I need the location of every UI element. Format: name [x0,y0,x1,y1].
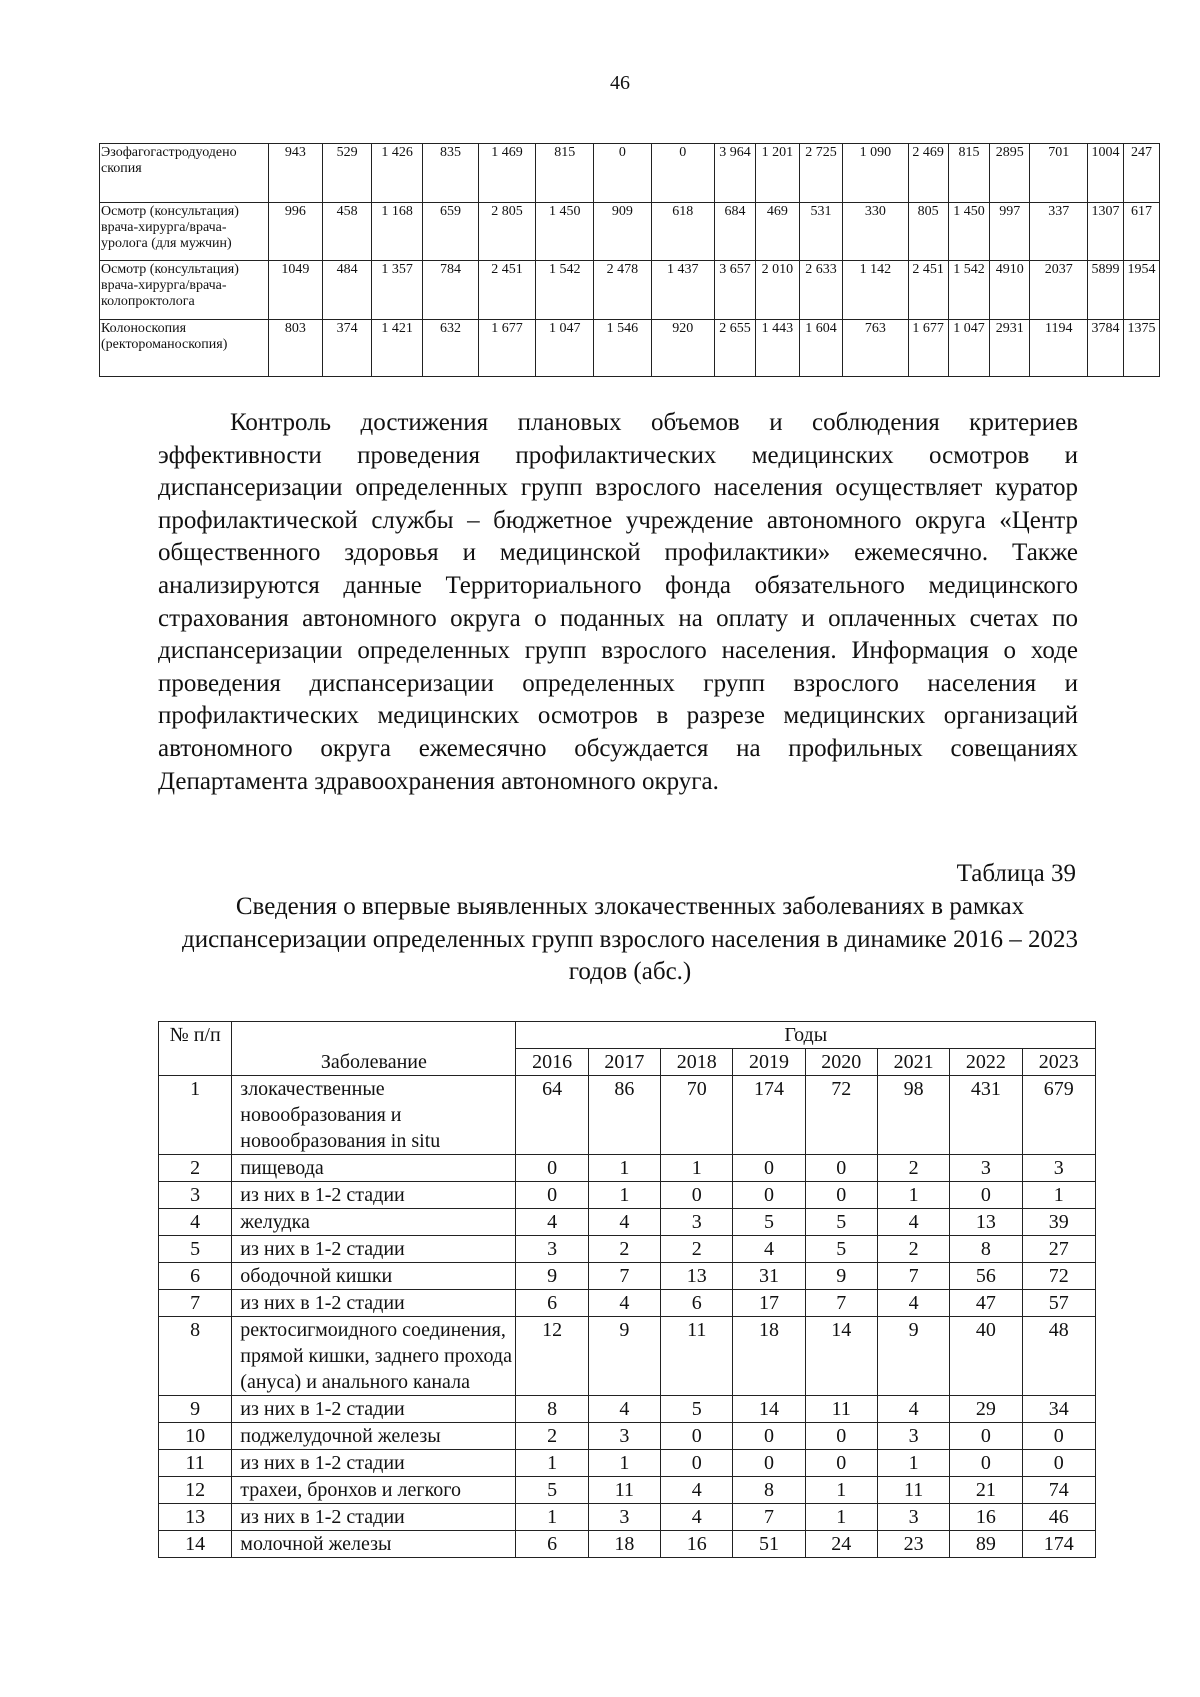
procedure-value: 529 [323,144,372,203]
case-count: 7 [805,1290,877,1317]
year-header: 2019 [733,1049,805,1076]
case-count: 0 [516,1182,588,1209]
table-row [159,1317,1096,1396]
case-count: 2 [588,1236,660,1263]
table-row [100,144,1160,203]
case-count: 0 [661,1182,733,1209]
case-count: 1 [661,1155,733,1182]
procedure-value: 484 [323,261,372,320]
procedure-value: 374 [323,320,372,377]
row-number: 8 [159,1317,232,1396]
procedure-value: 617 [1123,203,1159,261]
disease-name: ободочной кишки [232,1263,516,1290]
disease-name: из них в 1-2 стадии [232,1182,516,1209]
case-count: 9 [805,1263,877,1290]
case-count: 1 [516,1450,588,1477]
procedure-value: 247 [1123,144,1159,203]
case-count: 0 [733,1182,805,1209]
procedure-name: Осмотр (консультация) врача-хирурга/врача-колопроктолога [100,261,269,320]
case-count: 5 [661,1396,733,1423]
table-row [159,1182,1096,1209]
case-count: 70 [661,1076,733,1155]
case-count: 0 [733,1155,805,1182]
procedure-value: 909 [594,203,652,261]
disease-name: из них в 1-2 стадии [232,1290,516,1317]
procedure-value: 1307 [1088,203,1124,261]
case-count: 0 [516,1155,588,1182]
case-count: 679 [1022,1076,1095,1155]
case-count: 4 [877,1290,949,1317]
table-row [100,261,1160,320]
disease-name: пищевода [232,1155,516,1182]
case-count: 7 [877,1263,949,1290]
case-count: 16 [950,1504,1022,1531]
case-count: 8 [516,1396,588,1423]
procedure-name: Эзофагогастродуодено скопия [100,144,269,203]
procedure-value: 803 [268,320,322,377]
procedure-value: 2 451 [908,261,948,320]
row-number: 13 [159,1504,232,1531]
case-count: 4 [877,1396,949,1423]
procedure-value: 815 [948,144,989,203]
case-count: 39 [1022,1209,1095,1236]
page-number: 46 [610,72,630,94]
row-number: 5 [159,1236,232,1263]
procedure-value: 0 [651,144,714,203]
year-header: 2021 [877,1049,949,1076]
procedure-value: 1375 [1123,320,1159,377]
case-count: 5 [805,1209,877,1236]
procedure-value: 1 047 [948,320,989,377]
procedure-value: 1 090 [843,144,908,203]
case-count: 3 [877,1423,949,1450]
procedure-value: 1 201 [756,144,800,203]
disease-name: из них в 1-2 стадии [232,1236,516,1263]
case-count: 7 [733,1504,805,1531]
table-title: Сведения о впервые выявленных злокачественных заболеваниях в рамках диспансеризации определенных групп взрослого населения в динамике 2016 – 2023 годов (абс.) [181,893,1079,986]
procedure-value: 1 677 [908,320,948,377]
table-row [100,203,1160,261]
procedure-value: 784 [423,261,479,320]
case-count: 8 [950,1236,1022,1263]
malignancy-table [158,1021,1096,1558]
disease-name: из них в 1-2 стадии [232,1396,516,1423]
case-count: 1 [588,1182,660,1209]
case-count: 72 [805,1076,877,1155]
table-row [100,320,1160,377]
procedure-value: 2 633 [799,261,843,320]
case-count: 9 [588,1317,660,1396]
case-count: 0 [1022,1450,1095,1477]
case-count: 34 [1022,1396,1095,1423]
case-count: 174 [1022,1531,1095,1558]
case-count: 4 [516,1209,588,1236]
disease-name: из них в 1-2 стадии [232,1450,516,1477]
col-header-num: № п/п [159,1022,232,1076]
case-count: 89 [950,1531,1022,1558]
procedures-table [99,143,1160,377]
table-row [159,1531,1096,1558]
procedure-value: 1 443 [756,320,800,377]
table-number: Таблица 39 [956,860,1076,887]
case-count: 4 [661,1504,733,1531]
case-count: 174 [733,1076,805,1155]
case-count: 1 [1022,1182,1095,1209]
procedure-value: 4910 [990,261,1030,320]
case-count: 9 [877,1317,949,1396]
case-count: 0 [805,1450,877,1477]
case-count: 21 [950,1477,1022,1504]
procedure-value: 1 047 [536,320,594,377]
case-count: 0 [950,1450,1022,1477]
case-count: 11 [588,1477,660,1504]
procedure-value: 1194 [1030,320,1088,377]
case-count: 47 [950,1290,1022,1317]
procedure-value: 2 010 [756,261,800,320]
case-count: 8 [733,1477,805,1504]
case-count: 2 [516,1423,588,1450]
case-count: 3 [1022,1155,1095,1182]
case-count: 5 [805,1236,877,1263]
procedure-value: 618 [651,203,714,261]
row-number: 9 [159,1396,232,1423]
case-count: 9 [516,1263,588,1290]
procedure-value: 763 [843,320,908,377]
procedure-value: 1 677 [478,320,536,377]
procedure-value: 1 168 [372,203,423,261]
procedure-value: 1004 [1088,144,1124,203]
year-header: 2023 [1022,1049,1095,1076]
procedure-value: 1 542 [536,261,594,320]
case-count: 3 [661,1209,733,1236]
procedure-value: 684 [714,203,755,261]
table-row [159,1504,1096,1531]
col-header-years: Годы [516,1022,1096,1049]
case-count: 1 [805,1477,877,1504]
procedure-value: 920 [651,320,714,377]
case-count: 1 [588,1155,660,1182]
year-header: 2020 [805,1049,877,1076]
year-header: 2022 [950,1049,1022,1076]
case-count: 1 [877,1450,949,1477]
case-count: 2 [877,1155,949,1182]
row-number: 4 [159,1209,232,1236]
case-count: 51 [733,1531,805,1558]
row-number: 6 [159,1263,232,1290]
case-count: 2 [661,1236,733,1263]
case-count: 4 [588,1209,660,1236]
disease-name: поджелудочной железы [232,1423,516,1450]
row-number: 7 [159,1290,232,1317]
case-count: 27 [1022,1236,1095,1263]
procedure-value: 805 [908,203,948,261]
row-number: 11 [159,1450,232,1477]
procedure-value: 2 655 [714,320,755,377]
procedure-value: 2 469 [908,144,948,203]
row-number: 10 [159,1423,232,1450]
case-count: 3 [588,1423,660,1450]
case-count: 4 [877,1209,949,1236]
case-count: 16 [661,1531,733,1558]
table-row [159,1236,1096,1263]
case-count: 0 [950,1182,1022,1209]
case-count: 1 [516,1504,588,1531]
year-header: 2016 [516,1049,588,1076]
procedure-value: 2 805 [478,203,536,261]
row-number: 2 [159,1155,232,1182]
table-row [159,1209,1096,1236]
table-row [159,1396,1096,1423]
case-count: 0 [661,1450,733,1477]
disease-name: ректосигмоидного соединения, прямой кишки, заднего прохода (ануса) и анального канала [232,1317,516,1396]
procedure-value: 1 357 [372,261,423,320]
year-header: 2017 [588,1049,660,1076]
case-count: 23 [877,1531,949,1558]
case-count: 5 [516,1477,588,1504]
procedure-value: 3 964 [714,144,755,203]
table-row [159,1076,1096,1155]
procedure-value: 1 421 [372,320,423,377]
procedure-value: 3784 [1088,320,1124,377]
case-count: 6 [516,1531,588,1558]
case-count: 57 [1022,1290,1095,1317]
procedure-value: 815 [536,144,594,203]
case-count: 64 [516,1076,588,1155]
case-count: 46 [1022,1504,1095,1531]
case-count: 86 [588,1076,660,1155]
procedure-value: 1049 [268,261,322,320]
procedure-value: 659 [423,203,479,261]
case-count: 11 [661,1317,733,1396]
table-row [159,1155,1096,1182]
case-count: 29 [950,1396,1022,1423]
case-count: 0 [1022,1423,1095,1450]
procedure-value: 2931 [990,320,1030,377]
case-count: 1 [805,1504,877,1531]
case-count: 0 [733,1450,805,1477]
case-count: 74 [1022,1477,1095,1504]
procedure-value: 1 450 [536,203,594,261]
case-count: 0 [661,1423,733,1450]
case-count: 3 [516,1236,588,1263]
case-count: 11 [877,1477,949,1504]
case-count: 6 [661,1290,733,1317]
case-count: 1 [588,1450,660,1477]
case-count: 56 [950,1263,1022,1290]
col-header-disease: Заболевание [232,1022,516,1076]
case-count: 11 [805,1396,877,1423]
procedure-value: 531 [799,203,843,261]
procedure-value: 5899 [1088,261,1124,320]
procedure-value: 2 725 [799,144,843,203]
case-count: 12 [516,1317,588,1396]
procedure-value: 943 [268,144,322,203]
procedure-value: 1 450 [948,203,989,261]
case-count: 40 [950,1317,1022,1396]
row-number: 1 [159,1076,232,1155]
case-count: 18 [733,1317,805,1396]
procedure-value: 632 [423,320,479,377]
row-number: 3 [159,1182,232,1209]
table-row [159,1477,1096,1504]
procedure-value: 330 [843,203,908,261]
table-row [159,1450,1096,1477]
case-count: 48 [1022,1317,1095,1396]
procedure-value: 1 604 [799,320,843,377]
table-row [159,1423,1096,1450]
procedure-value: 1 469 [478,144,536,203]
procedure-value: 1 542 [948,261,989,320]
disease-name: из них в 1-2 стадии [232,1504,516,1531]
case-count: 0 [950,1423,1022,1450]
procedure-value: 997 [990,203,1030,261]
procedure-value: 3 657 [714,261,755,320]
case-count: 7 [588,1263,660,1290]
procedure-value: 701 [1030,144,1088,203]
case-count: 1 [877,1182,949,1209]
case-count: 4 [588,1290,660,1317]
case-count: 14 [733,1396,805,1423]
case-count: 18 [588,1531,660,1558]
procedure-value: 1954 [1123,261,1159,320]
procedure-value: 1 546 [594,320,652,377]
case-count: 4 [733,1236,805,1263]
case-count: 31 [733,1263,805,1290]
case-count: 13 [950,1209,1022,1236]
case-count: 431 [950,1076,1022,1155]
table-row [159,1290,1096,1317]
disease-name: трахеи, бронхов и легкого [232,1477,516,1504]
procedure-value: 1 426 [372,144,423,203]
case-count: 3 [588,1504,660,1531]
procedure-name: Осмотр (консультация) врача-хирурга/врача-уролога (для мужчин) [100,203,269,261]
year-header: 2018 [661,1049,733,1076]
procedure-value: 1 142 [843,261,908,320]
case-count: 0 [805,1423,877,1450]
case-count: 0 [805,1182,877,1209]
case-count: 14 [805,1317,877,1396]
procedure-value: 0 [594,144,652,203]
procedure-value: 835 [423,144,479,203]
procedure-value: 337 [1030,203,1088,261]
case-count: 0 [805,1155,877,1182]
disease-name: желудка [232,1209,516,1236]
row-number: 12 [159,1477,232,1504]
disease-name: молочной железы [232,1531,516,1558]
procedure-value: 996 [268,203,322,261]
procedure-value: 458 [323,203,372,261]
procedure-value: 2037 [1030,261,1088,320]
case-count: 24 [805,1531,877,1558]
case-count: 13 [661,1263,733,1290]
procedure-value: 2 451 [478,261,536,320]
case-count: 6 [516,1290,588,1317]
procedure-value: 469 [756,203,800,261]
procedure-value: 2 478 [594,261,652,320]
body-paragraph: Контроль достижения плановых объемов и соблюдения критериев эффективности проведения профилактических медицинских осмотров и диспансеризации определенных групп взрослого населения осуществляет куратор профилактической службы – бюджетное учреждение автономного округа «Центр общественного здоровья и медицинской профилактики» ежемесячно. Также анализируются данные Территориального фонда обязательного медицинского страхования автономного округа о поданных на оплату и оплаченных счетах по диспансеризации определенных групп взрослого населения. Информация о ходе проведения диспансеризации определенных групп взрослого населения и профилактических медицинских осмотров в разрезе медицинских организаций автономного округа ежемесячно обсуждается на профильных совещаниях Департамента здравоохранения автономного округа. [158,409,1078,795]
case-count: 2 [877,1236,949,1263]
case-count: 98 [877,1076,949,1155]
disease-name: злокачественные новообразования и новообразования in situ [232,1076,516,1155]
procedure-value: 1 437 [651,261,714,320]
case-count: 4 [588,1396,660,1423]
case-count: 0 [733,1423,805,1450]
case-count: 3 [877,1504,949,1531]
table-row [159,1263,1096,1290]
case-count: 3 [950,1155,1022,1182]
case-count: 17 [733,1290,805,1317]
procedure-value: 2895 [990,144,1030,203]
case-count: 5 [733,1209,805,1236]
row-number: 14 [159,1531,232,1558]
case-count: 72 [1022,1263,1095,1290]
case-count: 4 [661,1477,733,1504]
procedure-name: Колоноскопия (ректороманоскопия) [100,320,269,377]
